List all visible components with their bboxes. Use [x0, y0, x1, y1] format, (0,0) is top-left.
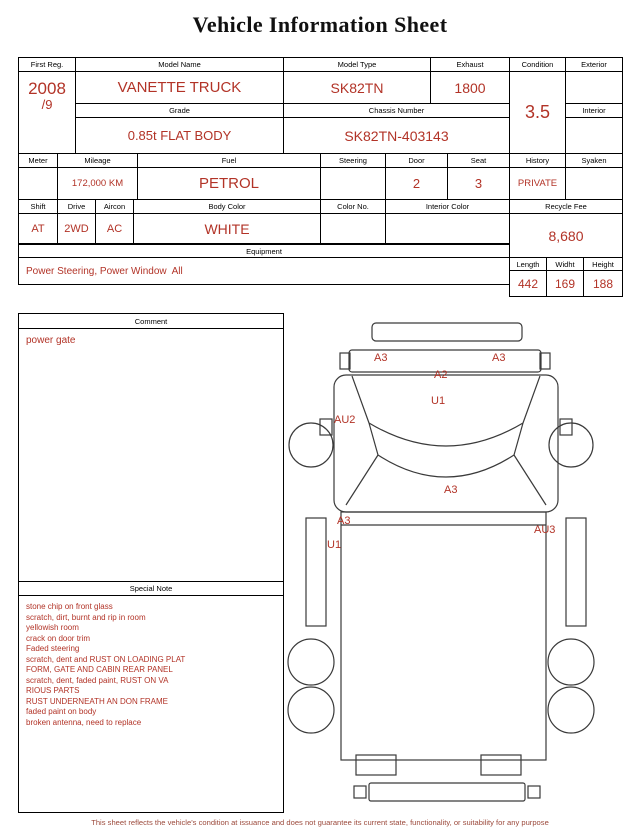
equipment-value: Power Steering, Power Window All [26, 265, 183, 277]
history-value: PRIVATE [510, 168, 566, 199]
special-note-line: broken antenna, need to replace [26, 717, 142, 727]
recycle-fee-value: 8,680 [510, 214, 622, 258]
interior-value [566, 118, 622, 153]
special-note-lines [19, 596, 283, 812]
height-label: Height [584, 258, 622, 271]
exhaust-value: 1800 [431, 72, 509, 104]
condition-table [509, 57, 623, 154]
first-reg-label: First Reg. [19, 58, 76, 72]
damage-code-annotation: U1 [431, 395, 446, 407]
special-note-line: yellowish room [26, 623, 79, 632]
body-color-value: WHITE [134, 214, 321, 243]
first-reg-month: /9 [41, 97, 53, 113]
first-reg-value [19, 72, 76, 153]
condition-label: Condition [510, 58, 566, 72]
syaken-label: Syaken [566, 154, 622, 168]
width-value: 169 [547, 271, 584, 296]
mileage-value: 172,000 KM [58, 168, 138, 199]
history-label: History [510, 154, 566, 168]
seat-value: 3 [474, 176, 483, 191]
special-note-line: stone chip on front glass [26, 602, 113, 611]
special-note-line: crack on door trim [26, 633, 91, 643]
meter-value [19, 168, 58, 199]
exterior-value [566, 72, 622, 104]
color-no-value [321, 214, 386, 243]
history-table [509, 153, 623, 200]
model-type-label: Model Type [284, 58, 431, 72]
damage-code-annotation: A2 [434, 369, 448, 381]
equipment-table [18, 244, 510, 285]
special-note-line: faded paint on body [26, 707, 97, 716]
seat-label: Seat [448, 154, 509, 168]
grade-value: 0.85t FLAT BODY [76, 118, 284, 153]
aircon-value: AC [96, 214, 134, 243]
special-note-line: FORM, GATE AND CABIN REAR PANEL [26, 665, 173, 674]
mileage-label: Mileage [58, 154, 138, 168]
damage-code-annotation: A3 [374, 352, 388, 364]
special-note-line: RUST UNDERNEATH AN DON FRAME [26, 696, 168, 706]
comment-text: power gate [26, 335, 76, 346]
model-name-label: Model Name [76, 58, 284, 72]
damage-code-annotation: A3 [444, 484, 458, 496]
chassis-number-label: Chassis Number [284, 104, 509, 118]
special-note-line: Faded steering [26, 644, 80, 653]
grade-label: Grade [76, 104, 284, 118]
special-note-line: scratch, dent and RUST ON LOADING PLAT [26, 654, 186, 664]
height-value: 188 [592, 276, 614, 291]
mileage-table [18, 153, 510, 200]
exterior-label: Exterior [566, 58, 622, 72]
diagram-annotations [284, 313, 621, 815]
body-color-label: Body Color [134, 200, 321, 214]
syaken-value [566, 168, 622, 199]
width-label: Widht [547, 258, 584, 271]
first-reg-year: 2008 [28, 79, 66, 98]
model-type-value: SK82TN [284, 72, 431, 104]
model-info-table [18, 57, 510, 154]
aircon-label: Aircon [96, 200, 134, 214]
length-value: 442 [510, 271, 547, 296]
model-name-value: VANETTE TRUCK [76, 72, 284, 104]
drive-value: 2WD [58, 214, 96, 243]
disclaimer-text: This sheet reflects the vehicle's condition at issuance and does not guarantee its current state, functionality, or suitability for any purpose [91, 818, 549, 827]
special-note-label: Special Note [19, 581, 283, 596]
special-note-line: RIOUS PARTS [26, 686, 80, 695]
comment-label: Comment [19, 314, 283, 329]
fuel-value: PETROL [138, 168, 321, 199]
interior-label: Interior [566, 104, 622, 118]
fuel-label: Fuel [138, 154, 321, 168]
special-note-line: scratch, dirt, burnt and rip in room [26, 612, 146, 622]
equipment-label: Equipment [19, 245, 509, 258]
page-title: Vehicle Information Sheet [192, 12, 448, 37]
recycle-fee-label: Recycle Fee [510, 200, 622, 214]
chassis-number-value: SK82TN-403143 [344, 127, 449, 144]
damage-code-annotation: AU2 [334, 414, 356, 426]
damage-code-annotation: AU3 [534, 524, 556, 536]
damage-code-annotation: A3 [337, 515, 351, 527]
color-no-label: Color No. [321, 200, 386, 214]
vehicle-diagram [284, 313, 621, 815]
comment-special-note-box [18, 313, 284, 813]
special-note-line: scratch, dent, faded paint, RUST ON VA [26, 675, 169, 685]
meter-label: Meter [19, 154, 58, 168]
spec-table [18, 199, 510, 244]
length-label: Length [510, 258, 547, 271]
door-value: 2 [386, 168, 448, 199]
interior-color-label: Interior Color [386, 200, 509, 214]
condition-value: 3.5 [510, 72, 566, 153]
damage-code-annotation: A3 [492, 352, 506, 364]
shift-label: Shift [19, 200, 58, 214]
interior-color-value [386, 214, 509, 243]
exhaust-label: Exhaust [431, 58, 509, 72]
recycle-dimensions-table [509, 199, 623, 297]
steering-label: Steering [321, 154, 386, 168]
shift-value: AT [19, 214, 58, 243]
door-label: Door [386, 154, 448, 168]
steering-value [321, 168, 386, 199]
drive-label: Drive [58, 200, 96, 214]
damage-code-annotation: U1 [327, 539, 342, 551]
